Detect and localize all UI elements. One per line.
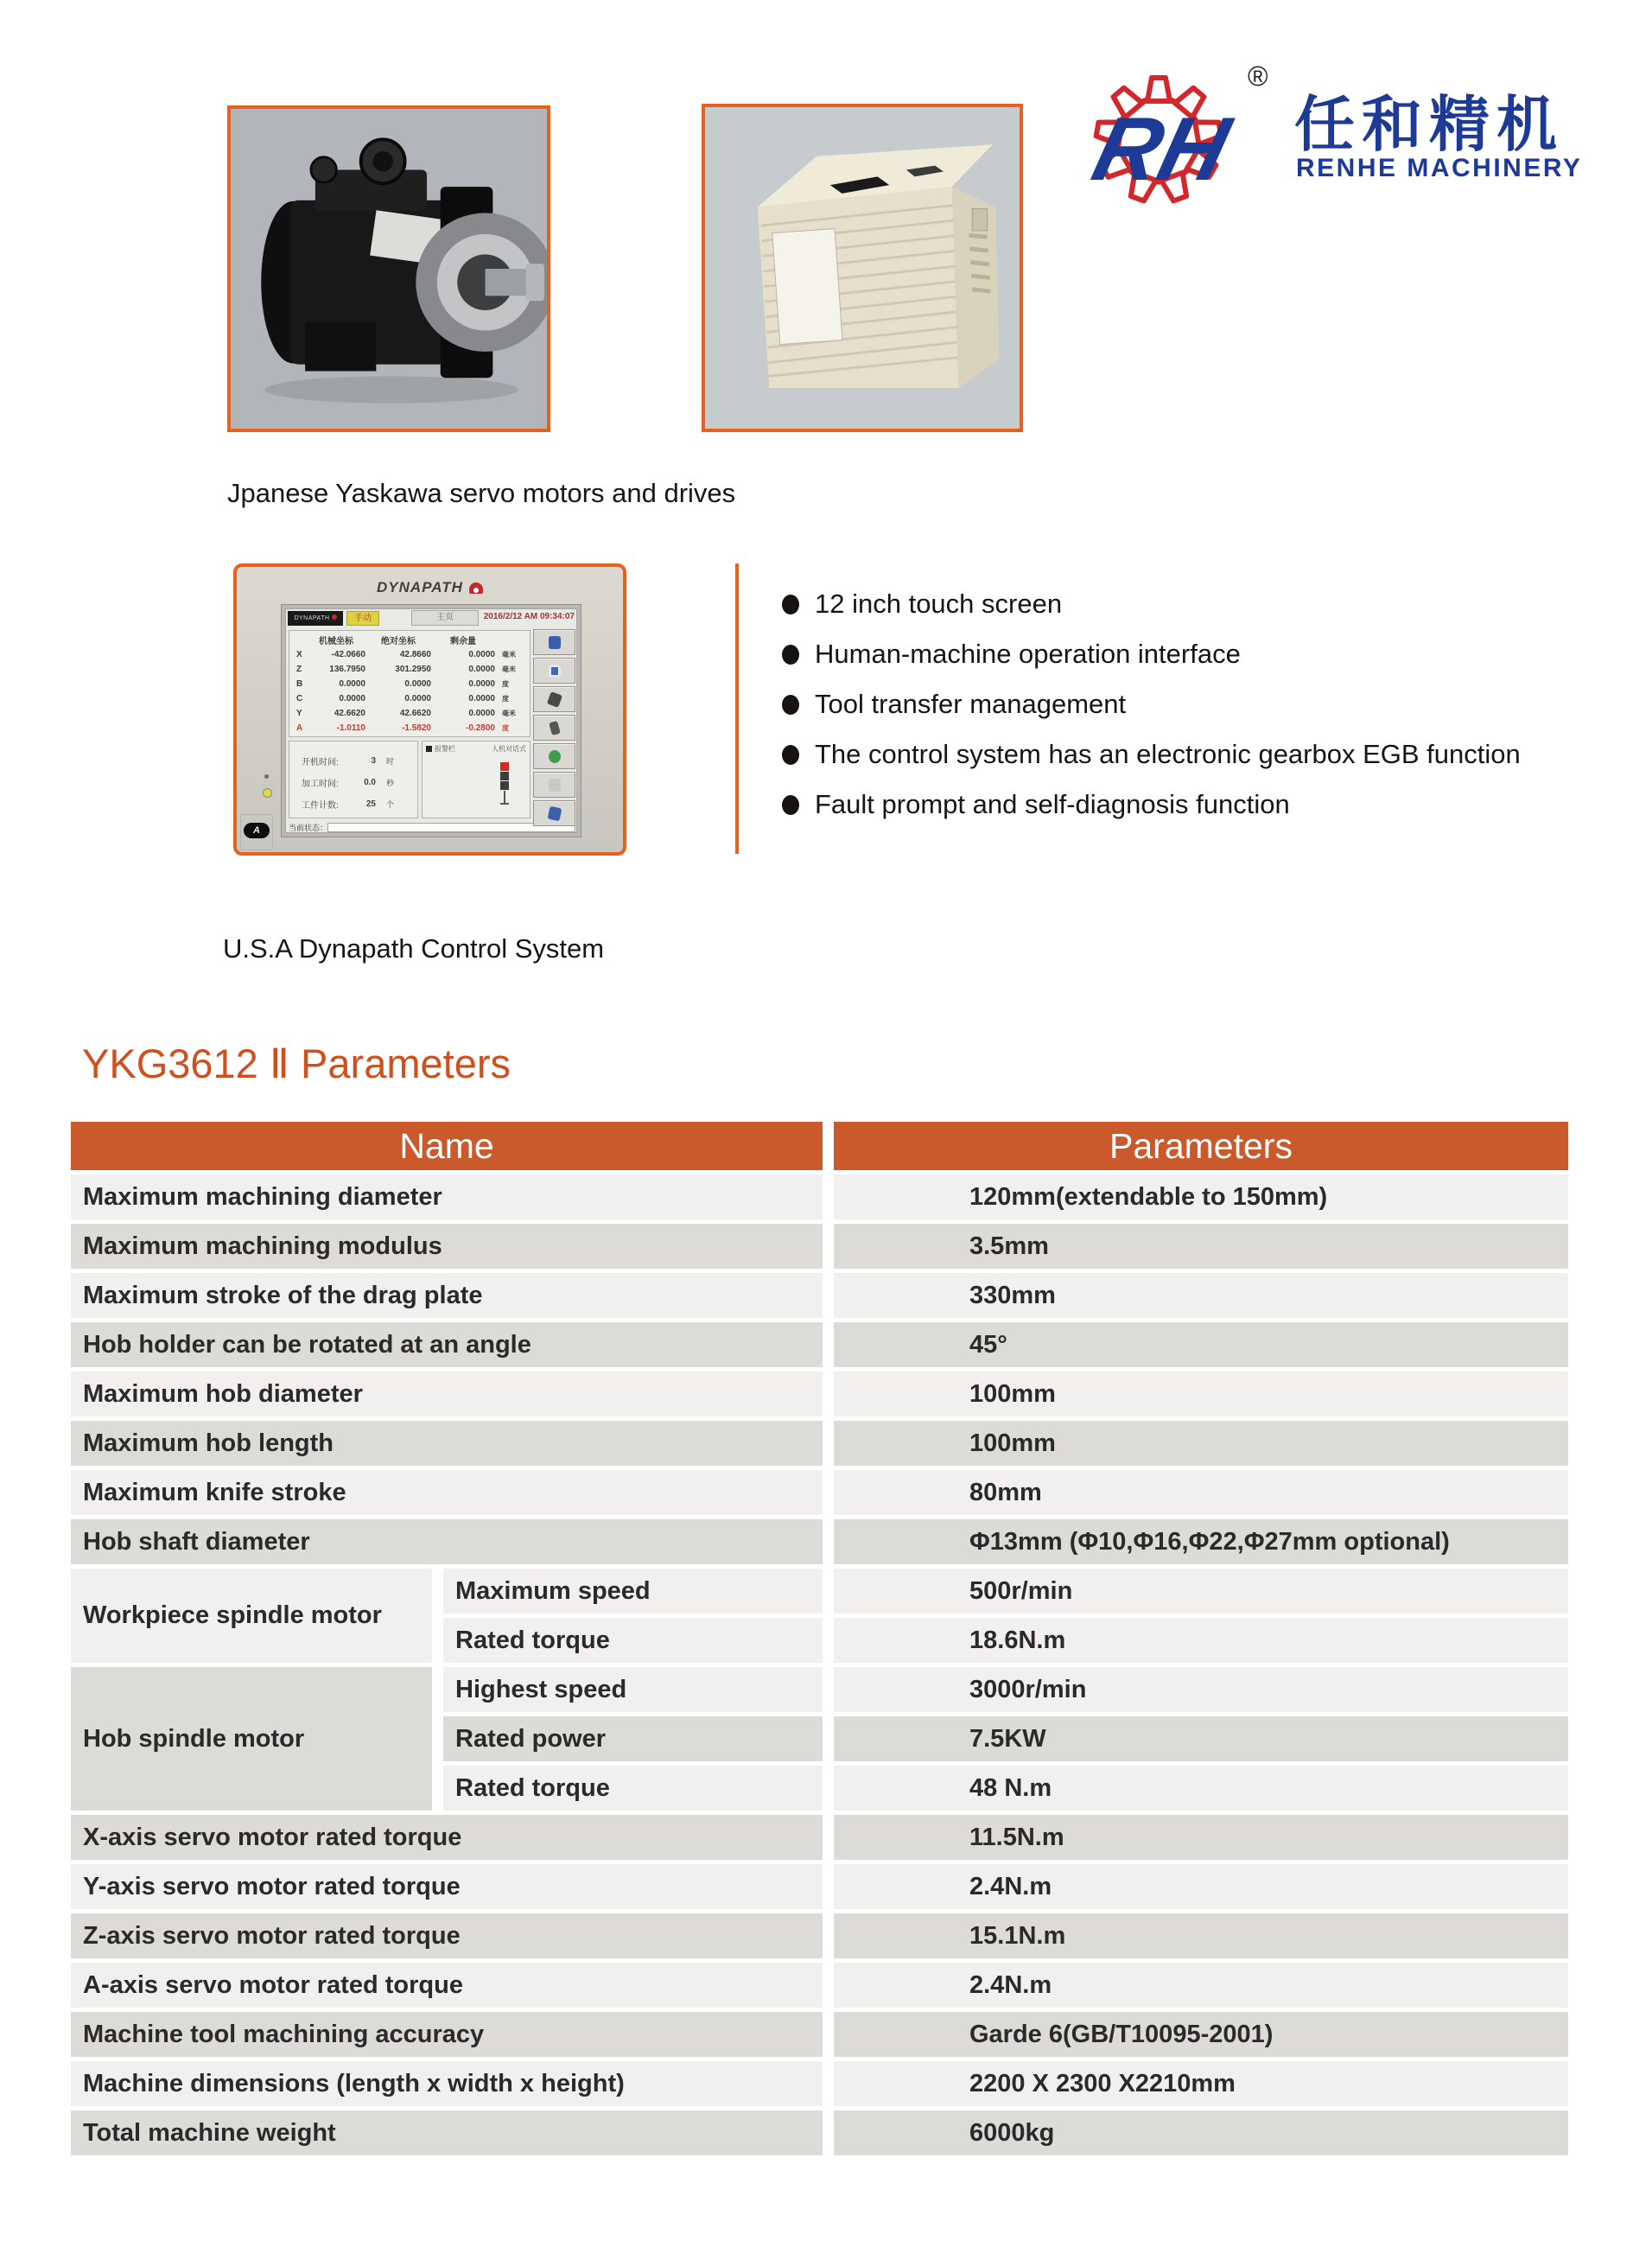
servo-drive-photo: [702, 104, 1023, 432]
bullet-icon: [782, 595, 799, 614]
feature-item: The control system has an electronic gearbox EGB function: [782, 729, 1521, 780]
alarm-square-icon: [426, 746, 432, 752]
alarm-label: 报警栏: [426, 744, 455, 754]
servo-caption: Jpanese Yaskawa servo motors and drives: [227, 478, 736, 508]
spec-name: Maximum machining diameter: [71, 1174, 823, 1219]
bullet-icon: [782, 745, 799, 765]
renhe-gear-logo: [1070, 60, 1251, 203]
softkey-icon: [549, 720, 561, 735]
feature-list: [782, 579, 1521, 830]
brand-name-english: RENHE MACHINERY: [1296, 154, 1583, 182]
bullet-icon: [782, 795, 799, 815]
spec-value: 6000kg: [834, 2110, 1568, 2155]
spec-name: Maximum hob diameter: [71, 1372, 823, 1416]
spec-name: Hob shaft diameter: [71, 1519, 823, 1564]
info-row: 开机时间: 3 时: [302, 756, 395, 767]
axis-row-z: Z 136.7950 301.2950 0.0000 毫米: [296, 665, 516, 674]
parameters-table: [71, 1122, 1568, 2155]
spec-value: 15.1N.m: [834, 1913, 1568, 1958]
feature-item: Fault prompt and self-diagnosis function: [782, 780, 1521, 830]
spec-sub-name: Rated power: [443, 1716, 823, 1761]
spec-value: Garde 6(GB/T10095-2001): [834, 2012, 1568, 2057]
spec-sub-name: Rated torque: [443, 1766, 823, 1811]
spec-name: Z-axis servo motor rated torque: [71, 1913, 823, 1958]
table-header-name: Name: [71, 1122, 823, 1170]
spec-name: Machine dimensions (length x width x height): [71, 2061, 823, 2106]
spec-sub-name: Rated torque: [443, 1618, 823, 1663]
orange-divider: [735, 563, 739, 854]
spec-value: Φ13mm (Φ10,Φ16,Φ22,Φ27mm optional): [834, 1519, 1568, 1564]
panel-softkey: [533, 629, 575, 655]
alarm-area: [422, 741, 531, 818]
spec-group-name: Workpiece spindle motor: [71, 1569, 432, 1663]
spec-value: 2.4N.m: [834, 1963, 1568, 2008]
spec-name: Maximum machining modulus: [71, 1224, 823, 1269]
spec-name: A-axis servo motor rated torque: [71, 1963, 823, 2008]
screen-datetime: 2016/2/12 AM 09:34:07: [483, 612, 575, 621]
servo-motor-photo: [227, 105, 550, 432]
panel-led: [263, 788, 272, 798]
spec-value: 18.6N.m: [834, 1618, 1568, 1663]
spec-value: 2200 X 2300 X2210mm: [834, 2061, 1568, 2106]
spec-name: Y-axis servo motor rated torque: [71, 1864, 823, 1909]
panel-softkey: [533, 743, 575, 769]
spec-value: 100mm: [834, 1421, 1568, 1466]
parameters-title: YKG3612 Ⅱ Parameters: [82, 1041, 511, 1086]
panel-softkey: [533, 715, 575, 741]
spec-sub-name: Highest speed: [443, 1667, 823, 1712]
coordinate-readout: [289, 630, 531, 737]
dynapath-logo-icon: [469, 582, 483, 594]
logo-rh-monogram: RH: [1083, 99, 1239, 200]
dynapath-brand: [237, 579, 623, 596]
softkey-icon: [549, 636, 561, 649]
spec-value: 48 N.m: [834, 1766, 1568, 1811]
spec-value: 2.4N.m: [834, 1864, 1568, 1909]
spec-name: X-axis servo motor rated torque: [71, 1815, 823, 1860]
spec-name: Maximum knife stroke: [71, 1470, 823, 1515]
spec-value: 80mm: [834, 1470, 1568, 1515]
spec-value: 11.5N.m: [834, 1815, 1568, 1860]
info-row: 工件计数: 25 个: [302, 799, 395, 811]
brand-name-chinese: 任和精机: [1294, 91, 1564, 158]
dynapath-control-panel-photo: [233, 563, 626, 856]
panel-softkey: [533, 658, 575, 684]
bullet-icon: [782, 645, 799, 665]
spec-value: 500r/min: [834, 1569, 1568, 1614]
spec-value: 120mm(extendable to 150mm): [834, 1174, 1568, 1219]
traffic-light-icon: [500, 762, 509, 805]
info-row: 加工时间: 0.0 秒: [302, 778, 395, 789]
machine-time-info: [289, 741, 418, 818]
spec-sub-name: Maximum speed: [443, 1569, 823, 1614]
axis-row-x: X -42.0660 42.8660 0.0000 毫米: [296, 650, 516, 659]
servo-motor-illustration: [231, 109, 547, 429]
spec-name: Maximum hob length: [71, 1421, 823, 1466]
axis-row-c: C 0.0000 0.0000 0.0000 度: [296, 694, 509, 703]
bullet-icon: [782, 695, 799, 715]
panel-badge: A: [244, 823, 270, 838]
registered-trademark-icon: ®: [1248, 60, 1268, 92]
panel-indicator-dot: [264, 774, 269, 779]
softkey-icon: [547, 805, 562, 821]
spec-value: 7.5KW: [834, 1716, 1568, 1761]
feature-item: 12 inch touch screen: [782, 579, 1521, 629]
softkey-icon: [549, 665, 561, 678]
softkey-icon: [546, 691, 562, 708]
softkey-column: [533, 629, 575, 829]
feature-item: Tool transfer management: [782, 679, 1521, 729]
table-header-parameters: Parameters: [834, 1122, 1568, 1170]
panel-softkey: [533, 800, 575, 826]
dynapath-wordmark: DYNAPATH: [377, 579, 463, 595]
panel-touch-screen: [282, 605, 581, 837]
spec-group-name: Hob spindle motor: [71, 1667, 432, 1811]
feature-item: Human-machine operation interface: [782, 629, 1521, 679]
spec-name: Hob holder can be rotated at an angle: [71, 1322, 823, 1367]
spec-value: 3000r/min: [834, 1667, 1568, 1712]
spec-name: Total machine weight: [71, 2110, 823, 2155]
spec-value: 3.5mm: [834, 1224, 1568, 1269]
spec-name: Maximum stroke of the drag plate: [71, 1273, 823, 1318]
coordinate-header-row: 机械坐标 绝对坐标 剩余量: [319, 637, 476, 646]
screen-brand-chip: DYNAPATH: [288, 611, 343, 626]
control-system-caption: U.S.A Dynapath Control System: [223, 933, 605, 964]
softkey-icon: [549, 779, 561, 792]
axis-row-b: B 0.0000 0.0000 0.0000 度: [296, 679, 509, 689]
mode-label: 人机对话式: [492, 745, 526, 753]
axis-row-y: Y 42.6620 42.6620 0.0000 毫米: [296, 709, 516, 718]
red-dot-icon: [332, 614, 337, 620]
screen-tab-home: 主页: [411, 610, 479, 626]
status-label: 当前状态：: [289, 824, 328, 832]
panel-softkey: [533, 772, 575, 798]
panel-softkey: [533, 686, 575, 712]
spec-value: 330mm: [834, 1273, 1568, 1318]
axis-row-a: A -1.0110 -1.5820 -0.2800 度: [296, 723, 509, 733]
softkey-icon: [549, 750, 561, 763]
spec-value: 45°: [834, 1322, 1568, 1367]
servo-drive-illustration: [705, 107, 1020, 429]
screen-tab-manual: 手动: [346, 611, 379, 626]
spec-name: Machine tool machining accuracy: [71, 2012, 823, 2057]
spec-value: 100mm: [834, 1372, 1568, 1416]
